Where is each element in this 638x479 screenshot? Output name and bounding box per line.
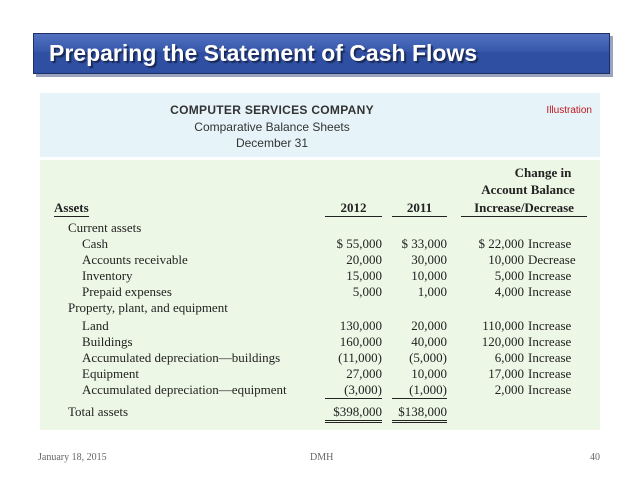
total-2012: $398,000 <box>325 404 382 423</box>
row-label: Inventory <box>82 268 133 283</box>
row-direction: Increase <box>528 350 572 365</box>
change-header-line2: Account Balance <box>481 182 575 197</box>
change-header-line1: Change in <box>514 165 572 180</box>
row-direction: Increase <box>528 382 572 397</box>
row-direction: Increase <box>528 366 572 381</box>
row-2011: (1,000) <box>392 382 447 399</box>
row-direction: Increase <box>528 334 572 349</box>
row-label: Cash <box>82 236 108 251</box>
section-current-assets: Current assets <box>68 220 142 235</box>
row-direction: Increase <box>528 318 572 333</box>
row-label: Accumulated depreciation—buildings <box>82 350 281 365</box>
row-change: 2,000 <box>494 382 524 397</box>
row-2012: 15,000 <box>346 268 382 283</box>
row-direction: Increase <box>528 284 572 299</box>
row-label: Accumulated depreciation—equipment <box>82 382 287 397</box>
row-2012: 27,000 <box>346 366 382 381</box>
row-2012: (11,000) <box>338 350 382 365</box>
balance-sheet-table <box>40 160 600 430</box>
row-label: Prepaid expenses <box>82 284 172 299</box>
row-2011: 20,000 <box>411 318 447 333</box>
row-2011: 10,000 <box>411 366 447 381</box>
row-change: $ 22,000 <box>478 236 524 251</box>
page-number: 40 <box>590 452 600 463</box>
row-2012: 160,000 <box>339 334 382 349</box>
row-direction: Decrease <box>528 252 576 267</box>
section-ppe: Property, plant, and equipment <box>68 300 228 315</box>
row-2012: 5,000 <box>352 284 382 299</box>
change-header-line3: Increase/Decrease <box>461 200 587 217</box>
row-2012: $ 55,000 <box>336 236 382 251</box>
row-label: Equipment <box>82 366 140 381</box>
company-name: COMPUTER SERVICES COMPANY <box>170 103 374 117</box>
row-label: Accounts receivable <box>82 252 188 267</box>
slide-title: Preparing the Statement of Cash Flows <box>49 40 478 66</box>
row-2011: 40,000 <box>411 334 447 349</box>
row-change: 5,000 <box>494 268 524 283</box>
row-2012: 20,000 <box>346 252 382 267</box>
row-2011: 1,000 <box>417 284 447 299</box>
illustration-label: Illustration <box>546 105 592 116</box>
total-2011: $138,000 <box>392 404 447 423</box>
row-change: 6,000 <box>494 350 524 365</box>
assets-header: Assets <box>54 200 89 215</box>
row-2011: 30,000 <box>411 252 447 267</box>
statement-subtitle: Comparative Balance Sheets <box>194 120 350 134</box>
row-2011: 10,000 <box>411 268 447 283</box>
row-label: Buildings <box>82 334 133 349</box>
footer-date: January 18, 2015 <box>38 452 107 463</box>
statement-date: December 31 <box>235 136 309 150</box>
row-change: 110,000 <box>482 318 524 333</box>
row-direction: Increase <box>528 236 572 251</box>
col-2012-header: 2012 <box>325 200 382 217</box>
statement-header <box>40 93 600 157</box>
row-change: 4,000 <box>494 284 524 299</box>
row-change: 10,000 <box>488 252 524 267</box>
row-label: Land <box>82 318 109 333</box>
row-2012: (3,000) <box>325 382 382 399</box>
row-direction: Increase <box>528 268 572 283</box>
footer-author: DMH <box>310 452 334 463</box>
row-change: 120,000 <box>481 334 524 349</box>
col-2011-header: 2011 <box>392 200 447 217</box>
row-2011: (5,000) <box>409 350 447 365</box>
row-2012: 130,000 <box>339 318 382 333</box>
total-assets-label: Total assets <box>68 404 129 419</box>
slide-title-bar <box>33 33 610 74</box>
row-change: 17,000 <box>488 366 524 381</box>
row-2011: $ 33,000 <box>401 236 447 251</box>
